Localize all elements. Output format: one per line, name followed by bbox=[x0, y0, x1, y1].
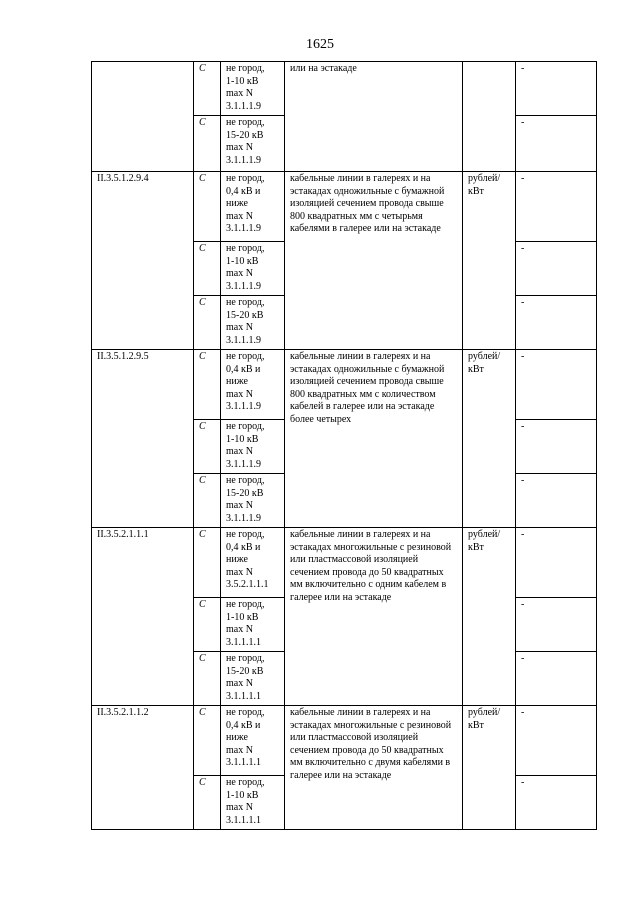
value-cell: - bbox=[516, 652, 597, 706]
category-cell: С bbox=[194, 652, 221, 706]
table-row bbox=[92, 62, 597, 116]
value-cell: - bbox=[516, 242, 597, 296]
value-cell: - bbox=[516, 420, 597, 474]
unit-cell: рублей/ кВт bbox=[463, 172, 516, 350]
unit-cell bbox=[463, 62, 516, 172]
code-cell: II.3.5.2.1.1.1 bbox=[92, 528, 194, 706]
value-cell: - bbox=[516, 706, 597, 776]
table-row bbox=[92, 172, 597, 242]
description-cell: кабельные линии в галереях и на эстакадах многожильные с резиновой или пластмассовой изоляцией сечением провода до 50 квадратных мм включительно с двумя кабелями в галерее или на эстакаде bbox=[285, 706, 463, 830]
category-cell: С bbox=[194, 350, 221, 420]
category-cell: С bbox=[194, 242, 221, 296]
value-cell: - bbox=[516, 116, 597, 172]
table-row bbox=[92, 350, 597, 420]
category-cell: С bbox=[194, 420, 221, 474]
page-number: 1625 bbox=[306, 37, 334, 52]
code-cell: II.3.5.1.2.9.4 bbox=[92, 172, 194, 350]
description-cell: кабельные линии в галереях и на эстакадах одножильные с бумажной изоляцией сечением провода свыше 800 квадратных мм с количеством кабелей в галерее или на эстакаде более четырех bbox=[285, 350, 463, 528]
code-cell: II.3.5.1.2.9.5 bbox=[92, 350, 194, 528]
params-cell: не город, 1-10 кВ max N 3.1.1.1.9 bbox=[221, 62, 285, 116]
table-row bbox=[92, 528, 597, 598]
category-cell: С bbox=[194, 706, 221, 776]
unit-cell: рублей/ кВт bbox=[463, 350, 516, 528]
params-cell: не город, 1-10 кВ max N 3.1.1.1.1 bbox=[221, 598, 285, 652]
params-cell: не город, 0,4 кВ и ниже max N 3.1.1.1.1 bbox=[221, 706, 285, 776]
params-cell: не город, 15-20 кВ max N 3.1.1.1.9 bbox=[221, 474, 285, 528]
description-cell: кабельные линии в галереях и на эстакадах одножильные с бумажной изоляцией сечением провода свыше 800 квадратных мм с четырьмя кабелями в галерее или на эстакаде bbox=[285, 172, 463, 350]
code-cell bbox=[92, 62, 194, 172]
value-cell: - bbox=[516, 62, 597, 116]
category-cell: С bbox=[194, 116, 221, 172]
category-cell: С bbox=[194, 62, 221, 116]
params-cell: не город, 15-20 кВ max N 3.1.1.1.9 bbox=[221, 116, 285, 172]
params-cell: не город, 15-20 кВ max N 3.1.1.1.9 bbox=[221, 296, 285, 350]
value-cell: - bbox=[516, 350, 597, 420]
description-cell: кабельные линии в галереях и на эстакадах многожильные с резиновой или пластмассовой изоляцией сечением провода до 50 квадратных мм включительно с одним кабелем в галерее или на эстакаде bbox=[285, 528, 463, 706]
params-cell: не город, 1-10 кВ max N 3.1.1.1.1 bbox=[221, 776, 285, 830]
value-cell: - bbox=[516, 172, 597, 242]
value-cell: - bbox=[516, 598, 597, 652]
category-cell: С bbox=[194, 296, 221, 350]
category-cell: С bbox=[194, 528, 221, 598]
category-cell: С bbox=[194, 474, 221, 528]
params-cell: не город, 0,4 кВ и ниже max N 3.5.2.1.1.1 bbox=[221, 528, 285, 598]
params-cell: не город, 1-10 кВ max N 3.1.1.1.9 bbox=[221, 242, 285, 296]
description-cell: или на эстакаде bbox=[285, 62, 463, 172]
value-cell: - bbox=[516, 528, 597, 598]
params-cell: не город, 0,4 кВ и ниже max N 3.1.1.1.9 bbox=[221, 350, 285, 420]
category-cell: С bbox=[194, 598, 221, 652]
category-cell: С bbox=[194, 172, 221, 242]
params-cell: не город, 0,4 кВ и ниже max N 3.1.1.1.9 bbox=[221, 172, 285, 242]
unit-cell: рублей/ кВт bbox=[463, 706, 516, 830]
unit-cell: рублей/ кВт bbox=[463, 528, 516, 706]
params-cell: не город, 1-10 кВ max N 3.1.1.1.9 bbox=[221, 420, 285, 474]
table-row bbox=[92, 706, 597, 776]
value-cell: - bbox=[516, 296, 597, 350]
tariff-table bbox=[91, 61, 597, 830]
category-cell: С bbox=[194, 776, 221, 830]
value-cell: - bbox=[516, 776, 597, 830]
code-cell: II.3.5.2.1.1.2 bbox=[92, 706, 194, 830]
params-cell: не город, 15-20 кВ max N 3.1.1.1.1 bbox=[221, 652, 285, 706]
value-cell: - bbox=[516, 474, 597, 528]
tariff-table-body bbox=[92, 62, 597, 830]
